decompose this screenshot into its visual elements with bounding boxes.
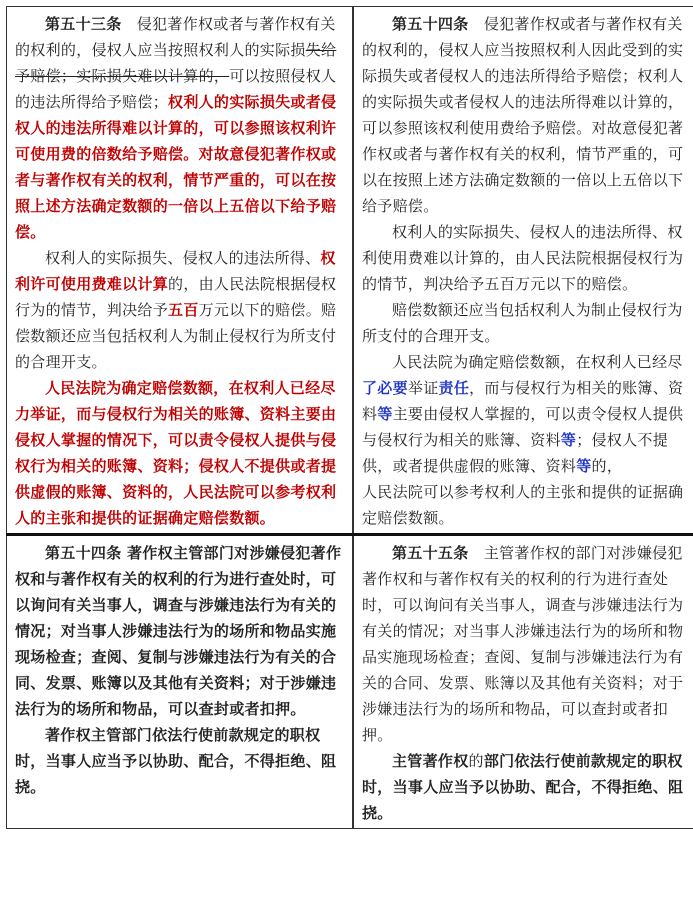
deleted-text: 失给予赔偿；实际损失难以计算的， <box>15 41 337 85</box>
table-row <box>7 535 693 829</box>
added-text: 等 <box>576 457 592 475</box>
law-comparison-table <box>6 6 693 829</box>
paragraph <box>362 540 691 748</box>
paragraph: 人民法院可以参考权利人的主张和提供的证据确定赔偿数额。 <box>362 483 684 527</box>
text: 侵犯著作权或者与著作权有关的权利的，侵权人应当按照权利人的实际损 <box>15 15 336 59</box>
added-text: 等 <box>560 431 577 449</box>
text: 万元以下的赔偿。赔偿数额还应当包括权利人为制止侵权行为所支付的合理开支。 <box>15 301 337 371</box>
paragraph <box>362 11 691 219</box>
paragraph <box>15 375 346 531</box>
text: 的， <box>591 457 623 475</box>
bold-text: 主管著作权 <box>392 752 469 770</box>
bold-text: 部门依法行使前款规定的职权时，当事人应当予以协助、配合，不得拒绝、阻挠。 <box>362 752 684 822</box>
text: 可以按照侵权人的违法所得给予赔偿； <box>15 67 337 111</box>
table-row <box>7 7 693 535</box>
highlighted-text: 权利许可使用费难以计算 <box>15 249 336 293</box>
paragraph <box>15 245 346 375</box>
old-article-54-cell <box>7 535 354 829</box>
highlighted-text: 五百 <box>168 301 199 319</box>
text: 著作权主管部门对涉嫌侵犯著作权和与著作权有关的权利的行为进行查处时，可以询问有关当事人，调查与涉嫌违法行为有关的情况；对当事人涉嫌违法行为的场所和物品实施现场检查；查阅、复制与涉嫌违法行为有关的合同、发票、账簿以及其他有关资料；对于涉嫌违法行为的场所和物品，可以查封或者扣押。 <box>15 544 342 718</box>
text: 的 <box>468 752 484 770</box>
highlighted-text: 权利人的实际损失或者侵权人的违法所得难以计算的，可以参照该权利许可使用费的倍数给予赔偿。对故意侵犯著作权或者与著作权有关的权利，情节严重的，可以在按照上述方法确定数额的一倍以上五倍以下给予赔偿。 <box>15 93 337 241</box>
text: 人民法院为确定赔偿数额，在权利人已经尽 <box>392 353 683 371</box>
text: 主要由侵权人掌握的，可以责令侵权人提供与侵权行为相关的账簿、资料 <box>362 405 684 449</box>
text: 的，由人民法院根据侵权行为的情节，判决给予 <box>15 275 337 319</box>
text: 举证 <box>407 379 439 397</box>
article-number: 第五十四条 <box>392 15 469 33</box>
text: ，而与侵权行为相关的账簿、资料 <box>362 379 684 423</box>
new-article-54-cell <box>353 7 693 535</box>
paragraph: 著作权主管部门依法行使前款规定的职权时，当事人应当予以协助、配合，不得拒绝、阻挠。 <box>15 726 337 796</box>
article-number: 第五十四条 <box>45 544 122 562</box>
added-text: 等 <box>377 405 393 423</box>
text: 权利人的实际损失、侵权人的违法所得、 <box>45 249 321 267</box>
article-number: 第五十五条 <box>392 544 469 562</box>
paragraph <box>362 748 691 826</box>
paragraph: 权利人的实际损失、侵权人的违法所得、权利使用费难以计算的，由人民法院根据侵权行为的情节，判决给予五百万元以下的赔偿。 <box>362 223 684 293</box>
paragraph <box>15 540 346 722</box>
highlighted-text: 人民法院为确定赔偿数额，在权利人已经尽力举证，而与侵权行为相关的账簿、资料主要由侵权人掌握的情况下，可以责令侵权人提供与侵权行为相关的账簿、资料；侵权人不提供或者提供虚假的账簿、资料的，人民法院可以参考权利人的主张和提供的证据确定赔偿数额。 <box>15 379 337 527</box>
old-article-53-cell <box>7 7 354 535</box>
paragraph: 赔偿数额还应当包括权利人为制止侵权行为所支付的合理开支。 <box>362 301 683 345</box>
text: 主管著作权的部门对涉嫌侵犯著作权和与著作权有关的权利的行为进行查处时，可以询问有关当事人，调查与涉嫌违法行为有关的情况；对当事人涉嫌违法行为的场所和物品实施现场检查；查阅、复制与涉嫌违法行为有关的合同、发票、账簿以及其他有关资料；对于涉嫌违法行为的场所和物品，可以查封或者扣押。 <box>362 544 684 744</box>
paragraph <box>362 349 691 479</box>
text: 侵犯著作权或者与著作权有关的权利的，侵权人应当按照权利人因此受到的实际损失或者侵权人的违法所得给予赔偿；权利人的实际损失或者侵权人的违法所得难以计算的，可以参照该权利使用费给予赔偿。对故意侵犯著作权或者与著作权有关的权利，情节严重的，可以在按照上述方法确定数额的一倍以上五倍以下给予赔偿。 <box>362 15 684 215</box>
new-article-55-cell <box>353 535 693 829</box>
paragraph <box>15 11 346 245</box>
article-number: 第五十三条 <box>45 15 122 33</box>
text: ；侵权人不提供，或者提供虚假的账簿、资料 <box>362 431 669 475</box>
added-text: 责任 <box>438 379 470 397</box>
added-text: 了必要 <box>362 379 408 397</box>
